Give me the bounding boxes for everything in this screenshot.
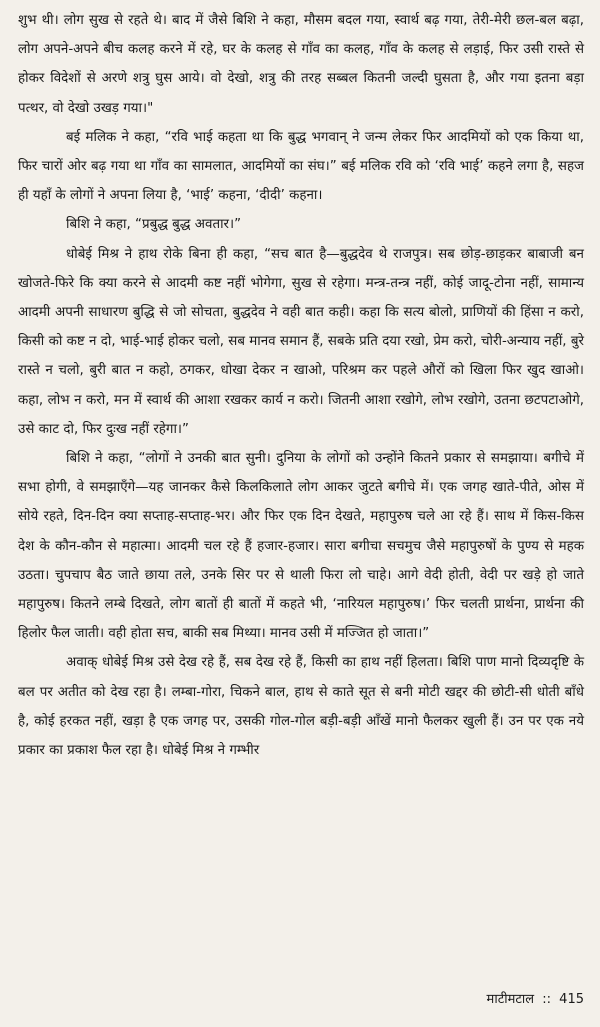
page-number: 415 [559,992,584,1007]
paragraph-3: बिशि ने कहा, “प्रबुद्ध बुद्ध अवतार।” [66,217,242,233]
paragraph-6: अवाक् धोबेई मिश्र उसे देख रहे हैं, सब देख रहे हैं, किसी का हाथ नहीं हिलता। बिशि पाण मानो दिव्यदृष्टि के बल पर अतीत को देख रहा है। लम्बा-गोरा, चिकने बाल, हाथ से काते सूत से बनी मोटी खद्दर की छोटी-सी धोती बाँधे है, कोई हरकत नहीं, खड़ा है एक जगह पर, उसकी गोल-गोल बड़ी-बड़ी आँखें मानो फैलकर खुली हैं। उन पर एक नये प्रकार का प्रकाश फैल रहा है। धोबेई मिश्र ने गम्भीर [18,655,584,759]
paragraph-4: धोबेई मिश्र ने हाथ रोके बिना ही कहा, “सच बात है—बुद्धदेव थे राजपुत्र। सब छोड़-छाड़कर बाबाजी बन खोजते-फिरे कि क्या करने से आदमी कष्ट नहीं भोगेगा, सुख से रहेगा। मन्त्र-तन्त्र नहीं, कोई जादू-टोना नहीं, सामान्य आदमी अपनी साधारण बुद्धि से जो सोचता, बुद्धदेव ने वही बात कही। कहा कि सत्य बोलो, प्राणियों की हिंसा न करो, किसी को कष्ट न दो, भाई-भाई होकर चलो, सब मानव समान हैं, सबके प्रति दया रखो, प्रेम करो, चोरी-अन्याय नहीं, बुरे रास्ते न चलो, बुरी बात न कहो, ठगकर, धोखा देकर न खाओ, परिश्रम कर पहले औरों को खिला फिर खुद खाओ। कहा, लोभ न करो, मन में स्वार्थ की आशा रखकर कार्य न करो। जितनी आशा रखोगे, लोभ रखोगे, उतना छटपटाओगे, उसे काट दो, फिर दुःख नहीं रहेगा।” [18,246,584,437]
book-page [18,6,584,1021]
book-title: माटीमटाल [486,992,535,1007]
page-footer [487,990,584,1010]
footer-separator: :: [542,992,552,1007]
paragraph-5: बिशि ने कहा, “लोगों ने उनकी बात सुनी। दुनिया के लोगों को उन्होंने कितने प्रकार से समझाया। बगीचे में सभा होगी, वे समझाएँगे—यह जानकर कैसे किलकिलाते लोग आकर जुटते बगीचे में। एक जगह खाते-पीते, ओस में सोये रहते, दिन-दिन क्या सप्ताह-सप्ताह-भर। और फिर एक दिन देखते, महापुरुष चले आ रहे हैं। साथ में किस-किस देश के कौन-कौन से महात्मा। आदमी चल रहे हैं हजार-हजार। सारा बगीचा सचमुच जैसे महापुरुषों के पुण्य से महक उठता। चुपचाप बैठ जाते छाया तले, उनके सिर पर से थाली फिरा लो चाहे। आगे वेदी होती, वेदी पर खड़े हो जाते महापुरुष। कितने लम्बे दिखते, लोग बातों ही बातों में कहते भी, ‘नारियल महापुरुष।’ फिर चलती प्रार्थना, प्रार्थना की हिलोर फैल जाती। वही होता सच, बाकी सब मिथ्या। मानव उसी में मज्जित हो जाता।” [18,451,584,642]
body-text [18,6,584,765]
paragraph-2: बई मलिक ने कहा, “रवि भाई कहता था कि बुद्ध भगवान् ने जन्म लेकर फिर आदमियों को एक किया था, फिर चारों ओर बढ़ गया था गाँव का सामलात, आदमियों का संघ।” बई मलिक रवि को ‘रवि भाई’ कहने लगा है, सहज ही यहाँ के लोगों ने अपना लिया है, ‘भाई’ कहना, ‘दीदी’ कहना। [18,129,584,204]
paragraph-1: शुभ थी। लोग सुख से रहते थे। बाद में जैसे बिशि ने कहा, मौसम बदल गया, स्वार्थ बढ़ गया, तेरी-मेरी छल-बल बढ़ा, लोग अपने-अपने बीच कलह करने में रहे, घर के कलह से गाँव का कलह, गाँव के कलह से लड़ाई, फिर उसी रास्ते से होकर विदेशों से अरणे शत्रु घुस आये। वो देखो, शत्रु की तरह सब्बल कितनी जल्दी घुसता है, और गया इतना बड़ा पत्थर, वो देखो उखड़ गया।" [18,13,584,116]
